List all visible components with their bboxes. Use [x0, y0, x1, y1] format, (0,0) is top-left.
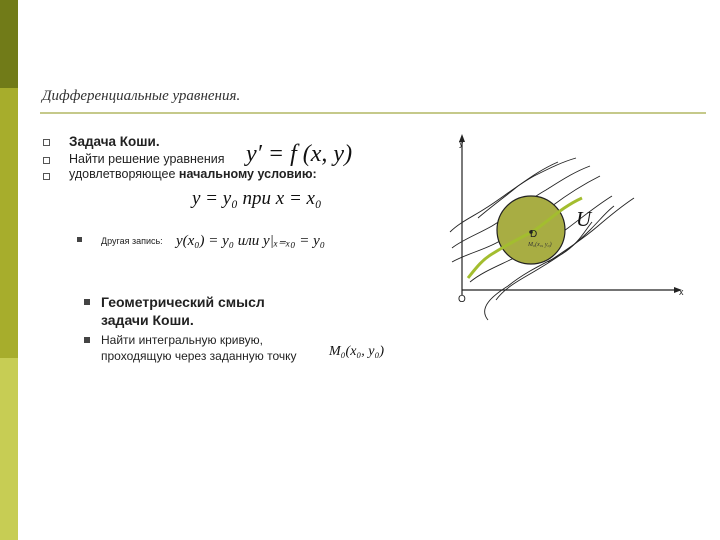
geom-text-line1: Найти интегральную кривую, [101, 333, 263, 347]
alt-notation-formula: y(x₀) = y₀ или y|ₓ₌ₓ₀ = y₀ [176, 233, 325, 249]
x-axis-label: x [679, 287, 684, 297]
initial-condition-bold: начальному условию: [178, 167, 317, 181]
point-formula: M₀(x₀, y₀) [329, 344, 385, 359]
geom-meaning-line1: Геометрический смысл [101, 294, 265, 310]
region-U-label: U [576, 207, 592, 231]
geom-text-line2: проходящую через заданную точку [101, 349, 297, 363]
find-solution-text: Найти решение уравнения [69, 152, 225, 166]
ode-formula: y′ = f (x, y) [246, 141, 353, 167]
initial-condition-prefix: удовлетворяющее [69, 167, 179, 181]
point-M0-label: M₀(x₀, y₀) [528, 242, 552, 248]
other-notation-label: Другая запись: [101, 236, 163, 246]
geom-meaning-line2: задачи Коши. [101, 312, 194, 328]
origin-label: O [458, 294, 466, 305]
region-D-label: D [530, 229, 538, 240]
y-axis-label: y [459, 138, 464, 148]
initial-condition-formula: y = y₀ при x = x₀ [192, 188, 322, 209]
cauchy-task-heading: Задача Коши. [69, 134, 160, 149]
slide-title: Дифференциальные уравнения. [42, 88, 241, 104]
